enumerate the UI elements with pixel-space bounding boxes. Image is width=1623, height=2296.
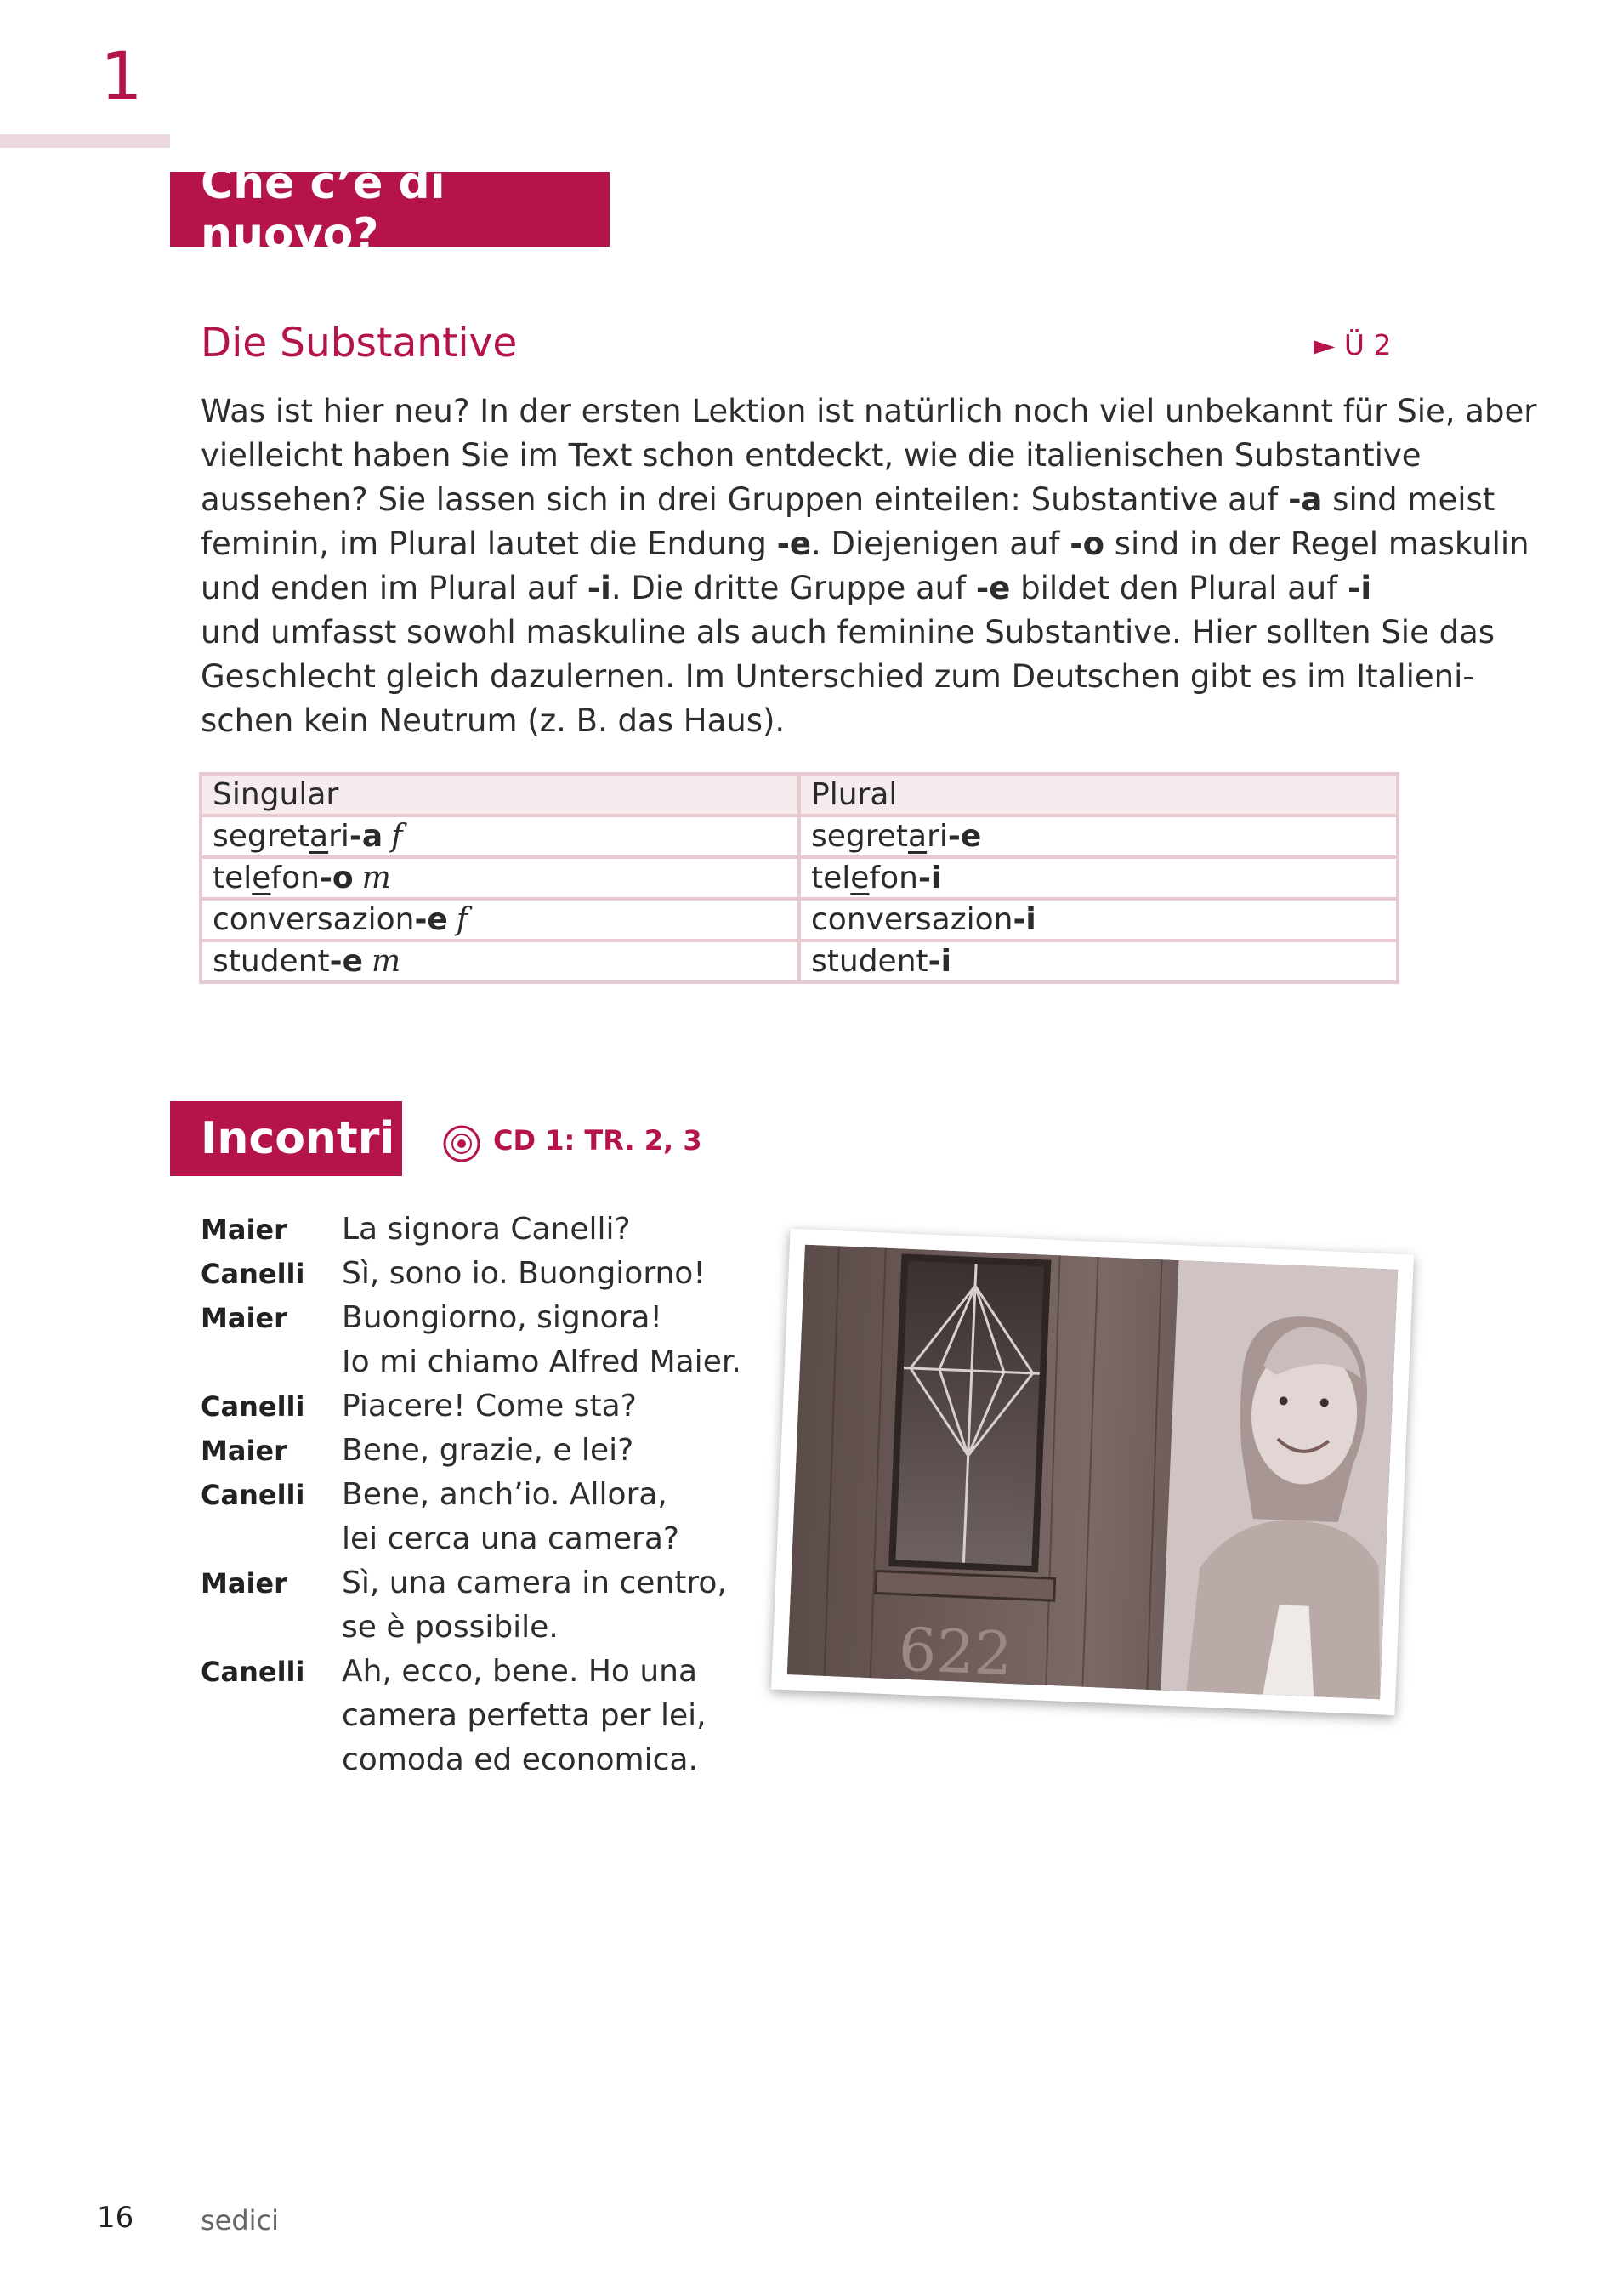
speaker-name: Maier — [201, 1567, 287, 1600]
table-row — [201, 857, 1398, 899]
table-row — [201, 941, 1398, 982]
intro-paragraph — [201, 389, 1537, 743]
intro-text: bildet den Plural auf — [1010, 570, 1348, 606]
word-stem: conversazion — [811, 902, 1013, 937]
dialogue-text: lei cerca una camera? — [342, 1521, 680, 1556]
cell-singular — [201, 857, 799, 899]
ending: -i — [1013, 902, 1036, 937]
dialogue-line — [201, 1517, 745, 1561]
cell-singular — [201, 941, 799, 982]
ending: -o — [319, 861, 354, 895]
stressed-vowel: e — [850, 861, 870, 895]
door-number: 622 — [897, 1614, 1014, 1690]
dialogue-text: Buongiorno, signora! — [342, 1300, 662, 1335]
chapter-rule — [0, 134, 170, 148]
dialogue-text: Sì, una camera in centro, — [342, 1566, 727, 1600]
speaker-name: Canelli — [201, 1479, 305, 1511]
word-stem: fon — [869, 861, 918, 895]
intro-line — [201, 434, 1425, 478]
intro-line — [201, 566, 1425, 611]
word-stem: segret — [811, 819, 909, 854]
cell-plural — [799, 816, 1398, 857]
dialogue-line — [201, 1561, 745, 1605]
column-header-singular: Singular — [201, 774, 799, 816]
speaker-name: Maier — [201, 1435, 287, 1467]
lesson-title: Che c’è di nuovo? — [201, 158, 445, 260]
page-number-word: sedici — [201, 2204, 280, 2236]
word-stem: student — [213, 944, 330, 979]
word-stem: student — [811, 944, 928, 979]
dialogue-line — [201, 1208, 745, 1252]
dialogue-text: Ah, ecco, bene. Ho una — [342, 1654, 698, 1689]
dialogue-text: se è possibile. — [342, 1610, 559, 1645]
ending-marker: -a — [1288, 481, 1323, 518]
word-stem: segret — [213, 819, 310, 854]
dialogue-text: La signora Canelli? — [342, 1212, 631, 1247]
dialogue-text: Piacere! Come sta? — [342, 1389, 637, 1424]
dialogue — [201, 1208, 745, 1782]
dialogue-line — [201, 1473, 745, 1517]
intro-line — [201, 699, 1425, 743]
intro-text: sind meist — [1322, 481, 1495, 518]
page-number: 16 — [97, 2201, 134, 2235]
dialogue-line — [201, 1340, 745, 1384]
cell-plural — [799, 857, 1398, 899]
dialogue-text: Bene, anch’io. Allora, — [342, 1477, 667, 1512]
lesson-title-banner — [170, 158, 610, 260]
word-stem: ri — [927, 819, 948, 854]
dialogue-text: camera perfetta per lei, — [342, 1698, 707, 1733]
cell-singular — [201, 899, 799, 941]
dialogue-line — [201, 1296, 745, 1340]
noun-endings-table — [199, 772, 1399, 984]
speaker-name: Canelli — [201, 1390, 305, 1423]
intro-text: und enden im Plural auf — [201, 570, 587, 606]
dialogue-text: Bene, grazie, e lei? — [342, 1433, 634, 1468]
dialogue-text: comoda ed economica. — [342, 1742, 698, 1777]
stressed-vowel: e — [252, 861, 271, 895]
ending: -e — [414, 902, 448, 937]
intro-text: Geschlecht gleich dazulernen. Im Unterschied zum Deutschen gibt es im Italieni- — [201, 658, 1474, 695]
column-header-plural: Plural — [799, 774, 1398, 816]
intro-text: aussehen? Sie lassen sich in drei Gruppen einteilen: Substantive auf — [201, 481, 1289, 518]
intro-text: . Die dritte Gruppe auf — [610, 570, 976, 606]
table-row — [201, 816, 1398, 857]
intro-text: und umfasst sowohl maskuline als auch feminine Substantive. Hier sollten Sie das — [201, 614, 1495, 651]
photo-frame — [771, 1229, 1414, 1715]
gender-marker: f — [456, 902, 468, 937]
dialogue-line — [201, 1429, 745, 1473]
intro-line — [201, 522, 1529, 566]
intro-text: sind in der Regel maskulin — [1104, 526, 1529, 562]
stressed-vowel: a — [908, 819, 928, 854]
cell-plural — [799, 899, 1398, 941]
intro-text: . Diejenigen auf — [811, 526, 1070, 562]
gender-marker: f — [391, 819, 403, 854]
intro-line — [201, 655, 1474, 699]
chapter-number: 1 — [100, 39, 143, 116]
stressed-vowel: a — [309, 819, 329, 854]
intro-text: Was ist hier neu? In der ersten Lektion ist natürlich noch viel unbekannt für Sie, aber — [201, 393, 1537, 429]
speaker-name: Maier — [201, 1302, 287, 1334]
ending-marker: -o — [1070, 526, 1104, 562]
ending: -i — [928, 944, 951, 979]
table-header-row — [201, 774, 1398, 816]
dialogue-line — [201, 1605, 745, 1650]
intro-text: schen kein Neutrum (z. B. das Haus). — [201, 702, 786, 739]
intro-text: vielleicht haben Sie im Text schon entdeckt, wie die italienischen Substantive — [201, 437, 1422, 474]
dialogue-text: Io mi chiamo Alfred Maier. — [342, 1344, 741, 1379]
ending: -i — [917, 861, 942, 895]
exercise-reference[interactable]: ► Ü 2 — [1314, 328, 1392, 361]
speaker-name: Canelli — [201, 1258, 305, 1290]
cd-track-label: CD 1: TR. 2, 3 — [493, 1124, 702, 1157]
dialogue-line — [201, 1384, 745, 1429]
ending-marker: -e — [776, 526, 812, 562]
dialogue-line — [201, 1694, 745, 1738]
word-stem: tel — [811, 861, 851, 895]
word-stem: fon — [270, 861, 320, 895]
gender-marker: m — [371, 944, 401, 979]
speaker-name: Canelli — [201, 1656, 305, 1688]
intro-line — [201, 389, 1537, 434]
dialogue-line — [201, 1738, 745, 1782]
woman-at-door-photo — [787, 1245, 1399, 1700]
word-stem: ri — [328, 819, 349, 854]
word-stem: conversazion — [213, 902, 415, 937]
intro-line — [201, 611, 1495, 655]
intro-text: feminin, im Plural lautet die Endung — [201, 526, 777, 562]
dialogue-line — [201, 1252, 745, 1296]
speaker-name: Maier — [201, 1213, 287, 1246]
word-stem: tel — [213, 861, 253, 895]
ending-marker: -e — [975, 570, 1011, 606]
ending-marker: -i — [587, 570, 611, 606]
cd-icon — [442, 1124, 481, 1163]
incontri-heading: Incontri — [201, 1113, 395, 1164]
ending-marker: -i — [1348, 570, 1372, 606]
gender-marker: m — [361, 861, 391, 895]
cell-singular — [201, 816, 799, 857]
ending: -a — [349, 819, 383, 854]
dialogue-text: Sì, sono io. Buongiorno! — [342, 1256, 706, 1291]
ending: -e — [947, 819, 982, 854]
cell-plural — [799, 941, 1398, 982]
ending: -e — [329, 944, 363, 979]
incontri-banner — [170, 1101, 402, 1176]
table-row — [201, 899, 1398, 941]
dialogue-line — [201, 1650, 745, 1694]
section-heading: Die Substantive — [201, 320, 518, 367]
intro-line — [201, 478, 1495, 522]
